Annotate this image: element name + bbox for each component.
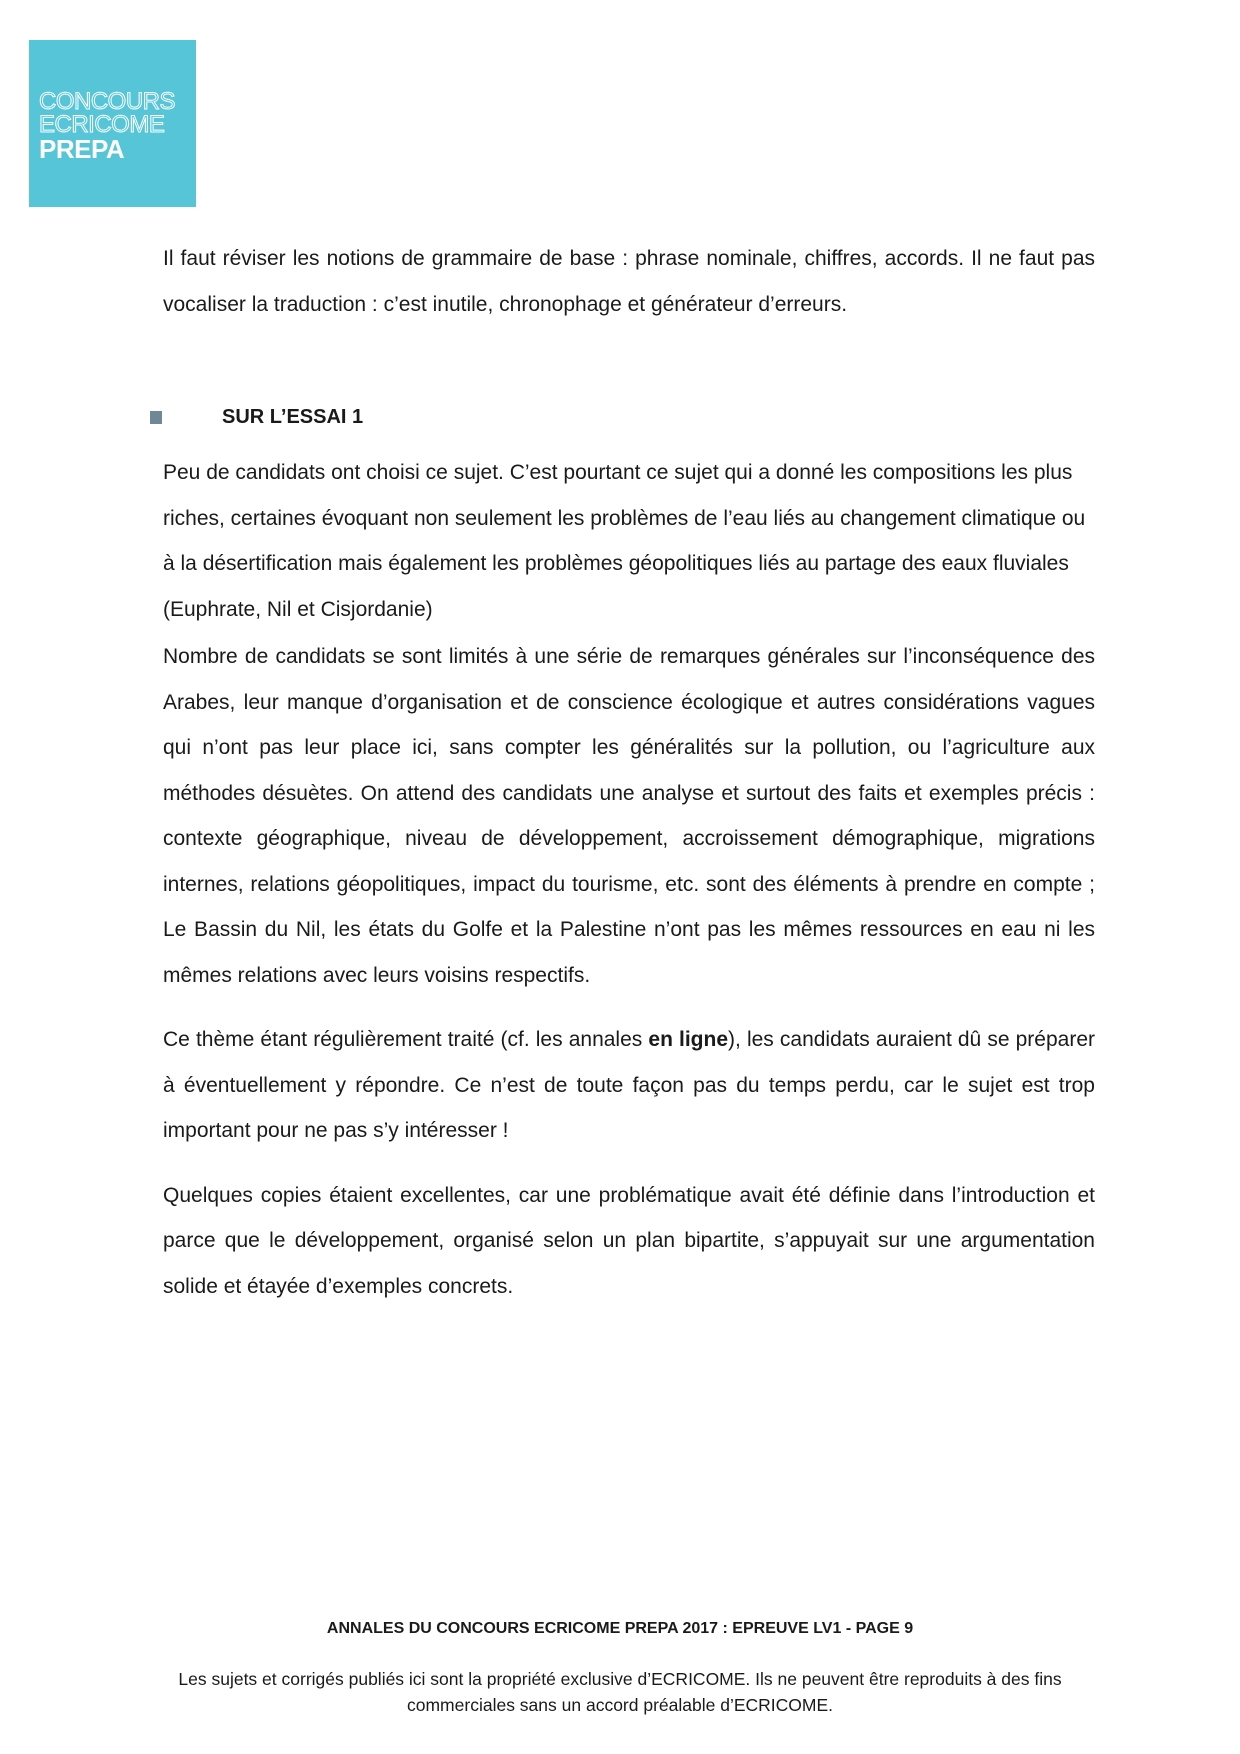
paragraph-3 [163, 1017, 1095, 1154]
concours-ecricome-prepa-logo [29, 40, 196, 207]
square-bullet-icon [150, 411, 162, 424]
logo-line-ecricome: ECRICOME [39, 111, 165, 138]
paragraph-4: Quelques copies étaient excellentes, car une problématique avait été définie dans l’introduction et parce que le développement, organisé selon un plan bipartite, s’appuyait sur une argumentation solide et étayée d’exemples concrets. [163, 1183, 1095, 1298]
en-ligne-link[interactable]: en ligne [648, 1028, 729, 1051]
logo-line-concours: CONCOURS [39, 88, 176, 115]
logo-line-prepa: PREPA [39, 134, 125, 164]
paragraph-2: Nombre de candidats se sont limités à une série de remarques générales sur l’inconséquence des Arabes, leur manque d’organisation et de conscience écologique et autres considérations vagues qui n’ont pas leur place ici, sans compter les généralités sur la pollution, ou l’agriculture aux méthodes désuètes. On attend des candidats une analyse et surtout des faits et exemples précis : contexte géographique, niveau de développement, accroissement démographique, migrations internes, relations géopolitiques, impact du tourisme, etc. sont des éléments à prendre en compte ; Le Bassin du Nil, les états du Golfe et la Palestine n’ont pas les mêmes ressources en eau ni les mêmes relations avec leurs voisins respectifs. [163, 645, 1095, 987]
paragraph-3-text-start: Ce thème étant régulièrement traité (cf. les annales [163, 1028, 649, 1051]
section-heading-text: SUR L’ESSAI 1 [222, 405, 364, 428]
footer-title: ANNALES DU CONCOURS ECRICOME PREPA 2017 : EPREUVE LV1 - PAGE 9 [326, 1620, 914, 1637]
paragraph-1: Peu de candidats ont choisi ce sujet. C’est pourtant ce sujet qui a donné les compositions les plus riches, certaines évoquant non seulement les problèmes de l’eau liés au changement climatique ou à la désertification mais également les problèmes géopolitiques liés au partage des eaux fluviales (Euphrate, Nil et Cisjordanie) [163, 461, 1086, 621]
section-heading [150, 402, 363, 432]
paragraph-3-text-end: ), les candidats auraient dû se préparer à éventuellement y répondre. Ce n’est de toute façon pas du temps perdu, car le sujet est trop important pour ne pas s’y intéresser ! [163, 1028, 1095, 1142]
essay-section-body [163, 450, 1095, 1309]
footer-copyright-note: Les sujets et corrigés publiés ici sont la propriété exclusive d’ECRICOME. Ils ne peuvent être reproduits à des fins commerciales sans un accord préalable d’ECRICOME. [178, 1669, 1062, 1715]
intro-block [163, 236, 1095, 327]
intro-paragraph: Il faut réviser les notions de grammaire de base : phrase nominale, chiffres, accords. Il ne faut pas vocaliser la traduction : c’est inutile, chronophage et générateur d’erreurs. [163, 247, 1095, 316]
